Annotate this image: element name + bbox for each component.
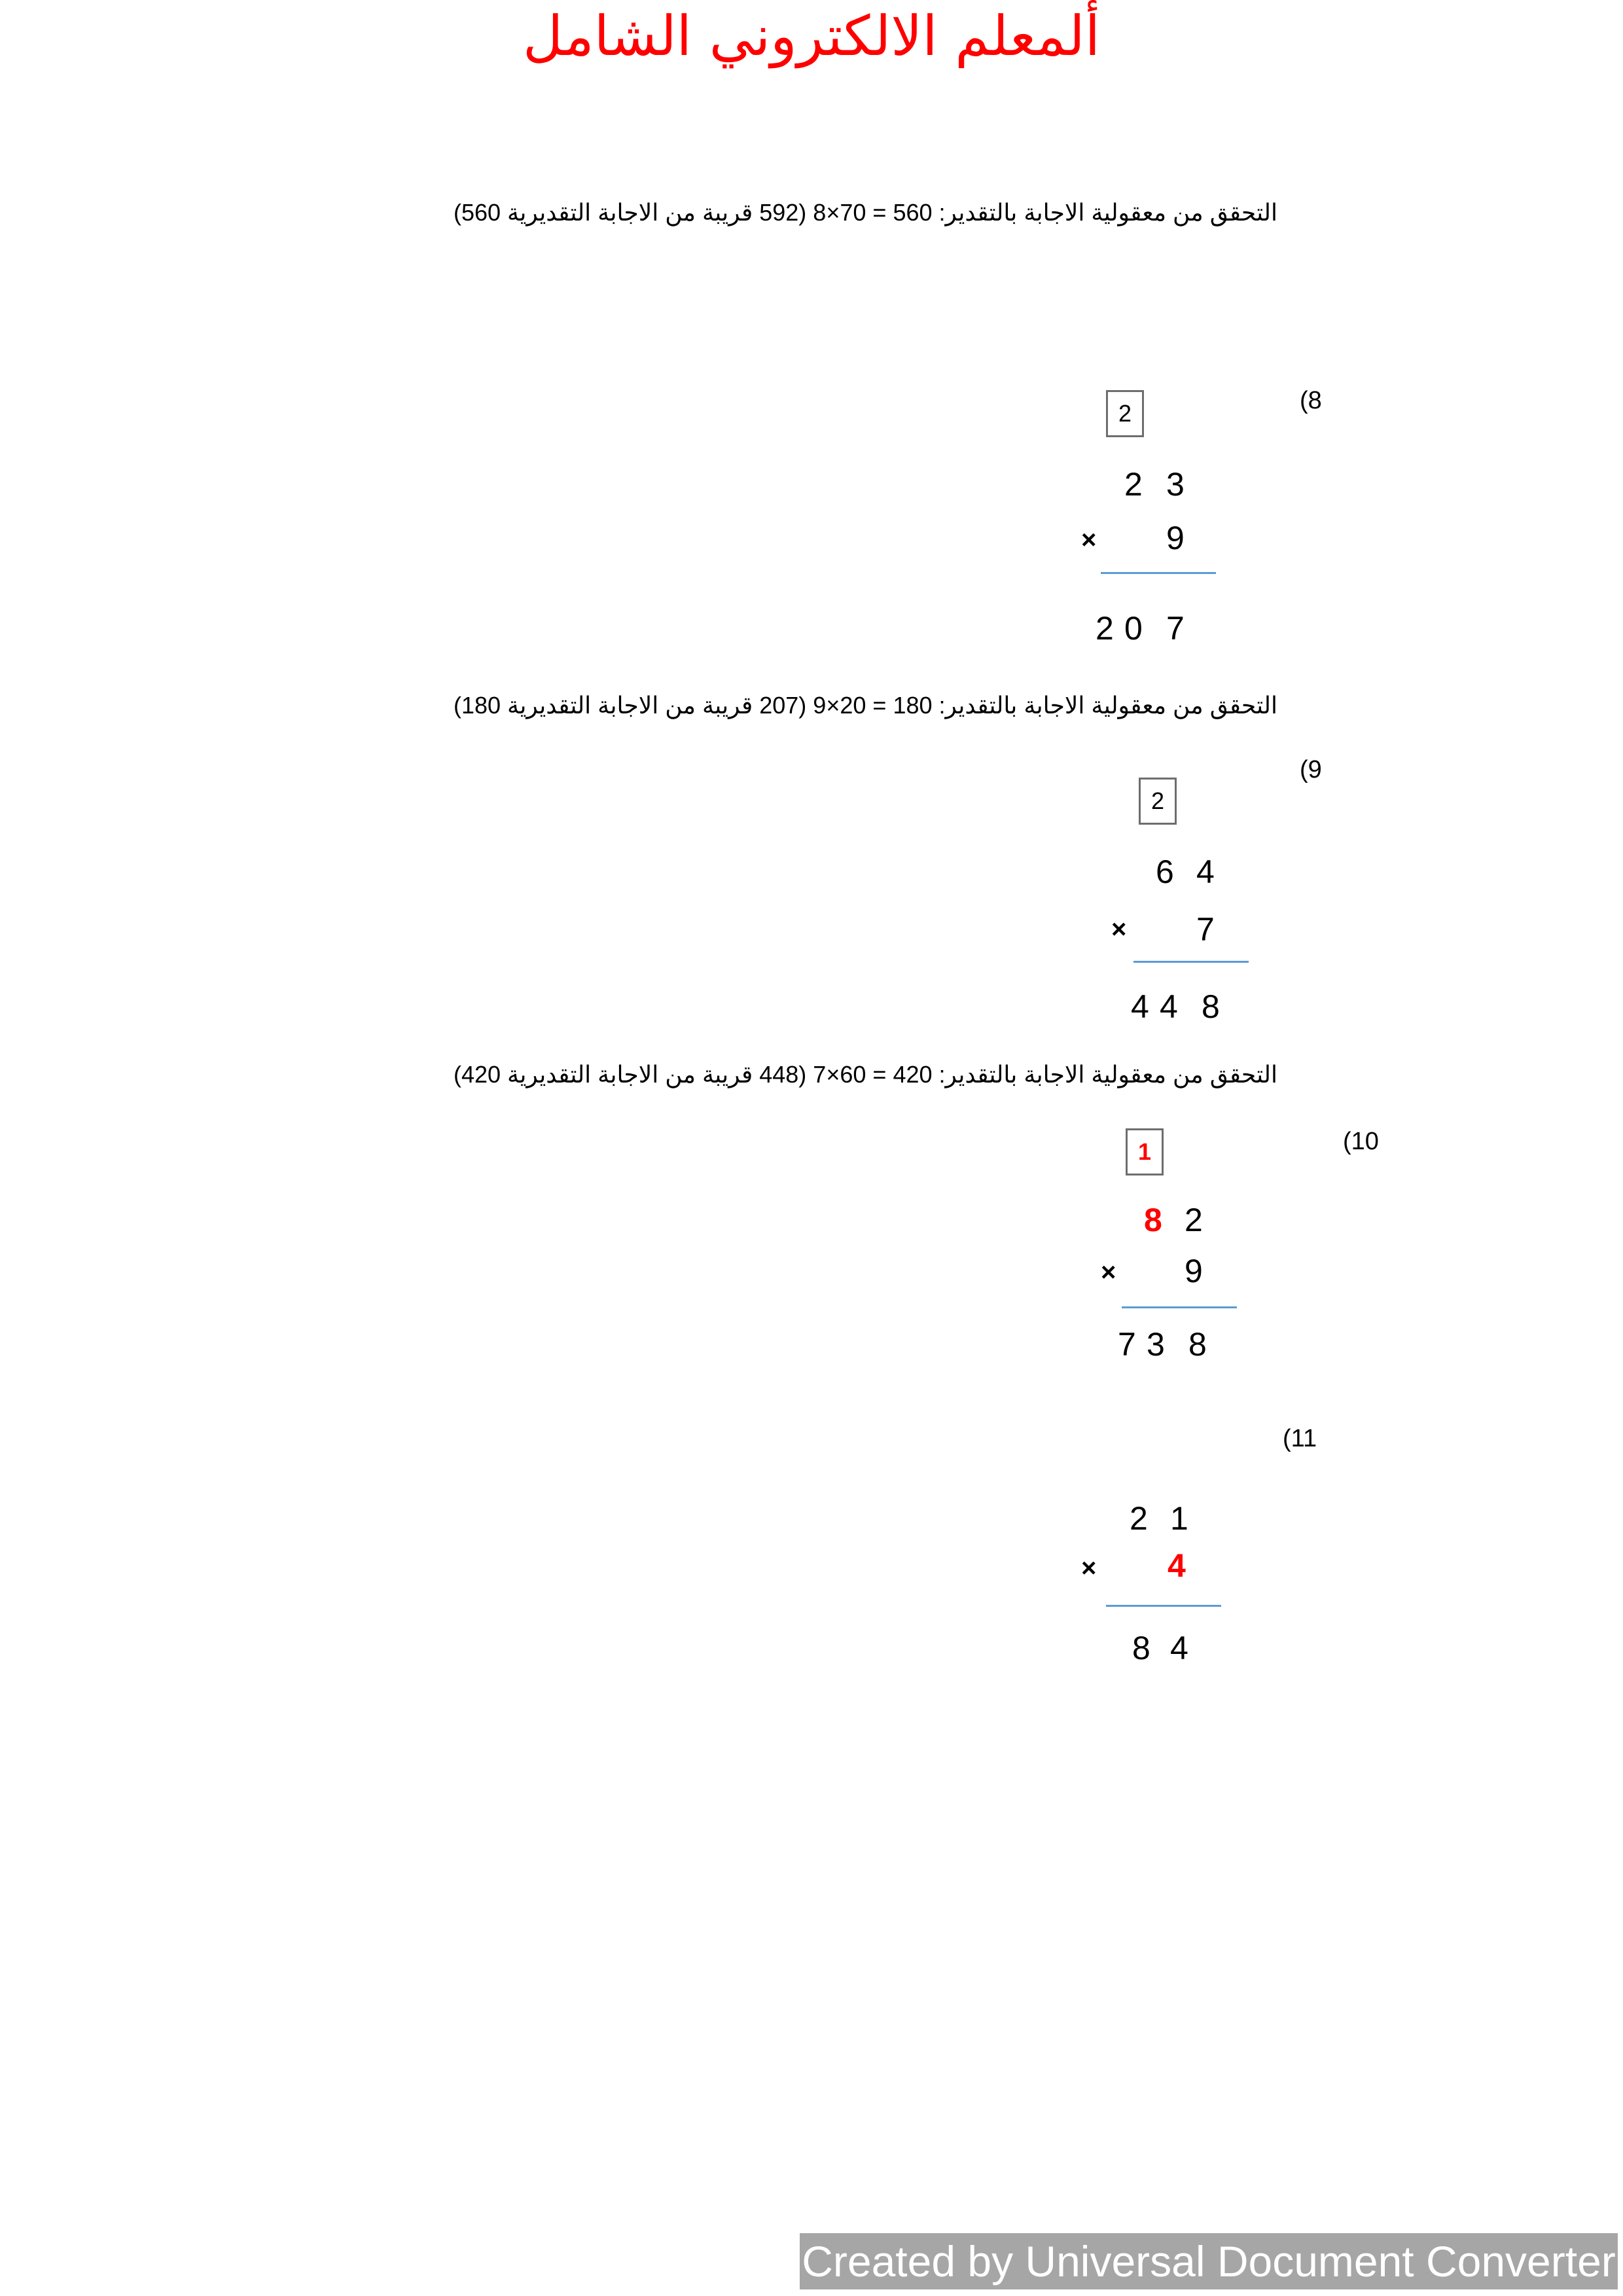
page-title: ألمعلم الالكتروني الشامل	[522, 4, 1101, 68]
product-digit: 2	[1096, 610, 1114, 641]
ones-digit: 4	[1196, 853, 1215, 890]
multiply-sign: ×	[1101, 1258, 1116, 1287]
ones-digit: 2	[1185, 1202, 1203, 1238]
product-digit: 4	[1131, 988, 1149, 1020]
product-digit: 7	[1166, 610, 1185, 641]
answer-line	[1101, 572, 1216, 574]
tens-digit: 8	[1144, 1202, 1162, 1238]
tens-digit: 6	[1156, 853, 1174, 890]
product-digit: 8	[1188, 1326, 1207, 1363]
carry-box: 2	[1139, 778, 1177, 825]
product-digit: 3	[1147, 1326, 1165, 1363]
product-digit: 7	[1118, 1326, 1136, 1363]
product-digit: 0	[1124, 610, 1143, 641]
problem-number: (11	[1283, 1425, 1317, 1452]
problem-number: (9	[1300, 756, 1322, 783]
product-digit: 4	[1160, 988, 1178, 1020]
multiply-sign: ×	[1081, 1554, 1097, 1583]
converter-watermark: Created by Universal Document Converter	[800, 2233, 1618, 2289]
answer-line	[1133, 961, 1249, 963]
product-row	[1106, 1325, 1237, 1367]
product-digit: 4	[1170, 1630, 1188, 1661]
tens-digit: 2	[1130, 1500, 1148, 1537]
problem-number: (8	[1300, 387, 1322, 414]
product-digit: 8	[1132, 1630, 1150, 1661]
product-row	[1119, 987, 1250, 1020]
estimation-check-2: التحقق من معقولية الاجابة بالتقدير: 180 = 20×9 (207 قريبة من الاجابة التقديرية 180)	[453, 692, 1277, 719]
multiplier-digit: 4	[1168, 1547, 1186, 1584]
ones-digit: 1	[1170, 1500, 1188, 1537]
estimation-check-3: التحقق من معقولية الاجابة بالتقدير: 420 = 60×7 (448 قريبة من الاجابة التقديرية 420)	[453, 1061, 1277, 1088]
multiplier-digit: 9	[1166, 520, 1185, 556]
carry-box: 2	[1106, 390, 1144, 437]
ones-digit: 3	[1166, 466, 1185, 503]
answer-line	[1106, 1605, 1221, 1607]
product-digit: 8	[1202, 988, 1220, 1020]
product-row	[1086, 609, 1217, 641]
multiply-sign: ×	[1081, 526, 1097, 554]
answer-line	[1122, 1306, 1237, 1308]
carry-box: 1	[1126, 1128, 1164, 1175]
tens-digit: 2	[1124, 466, 1143, 503]
product-row	[1086, 1628, 1217, 1661]
estimation-check-1: التحقق من معقولية الاجابة بالتقدير: 560 = 70×8 (592 قريبة من الاجابة التقديرية 560)	[453, 199, 1277, 226]
problem-number: (10	[1343, 1128, 1379, 1155]
multiplier-digit: 7	[1196, 911, 1215, 948]
multiplier-digit: 9	[1185, 1253, 1203, 1289]
multiply-sign: ×	[1111, 915, 1127, 944]
